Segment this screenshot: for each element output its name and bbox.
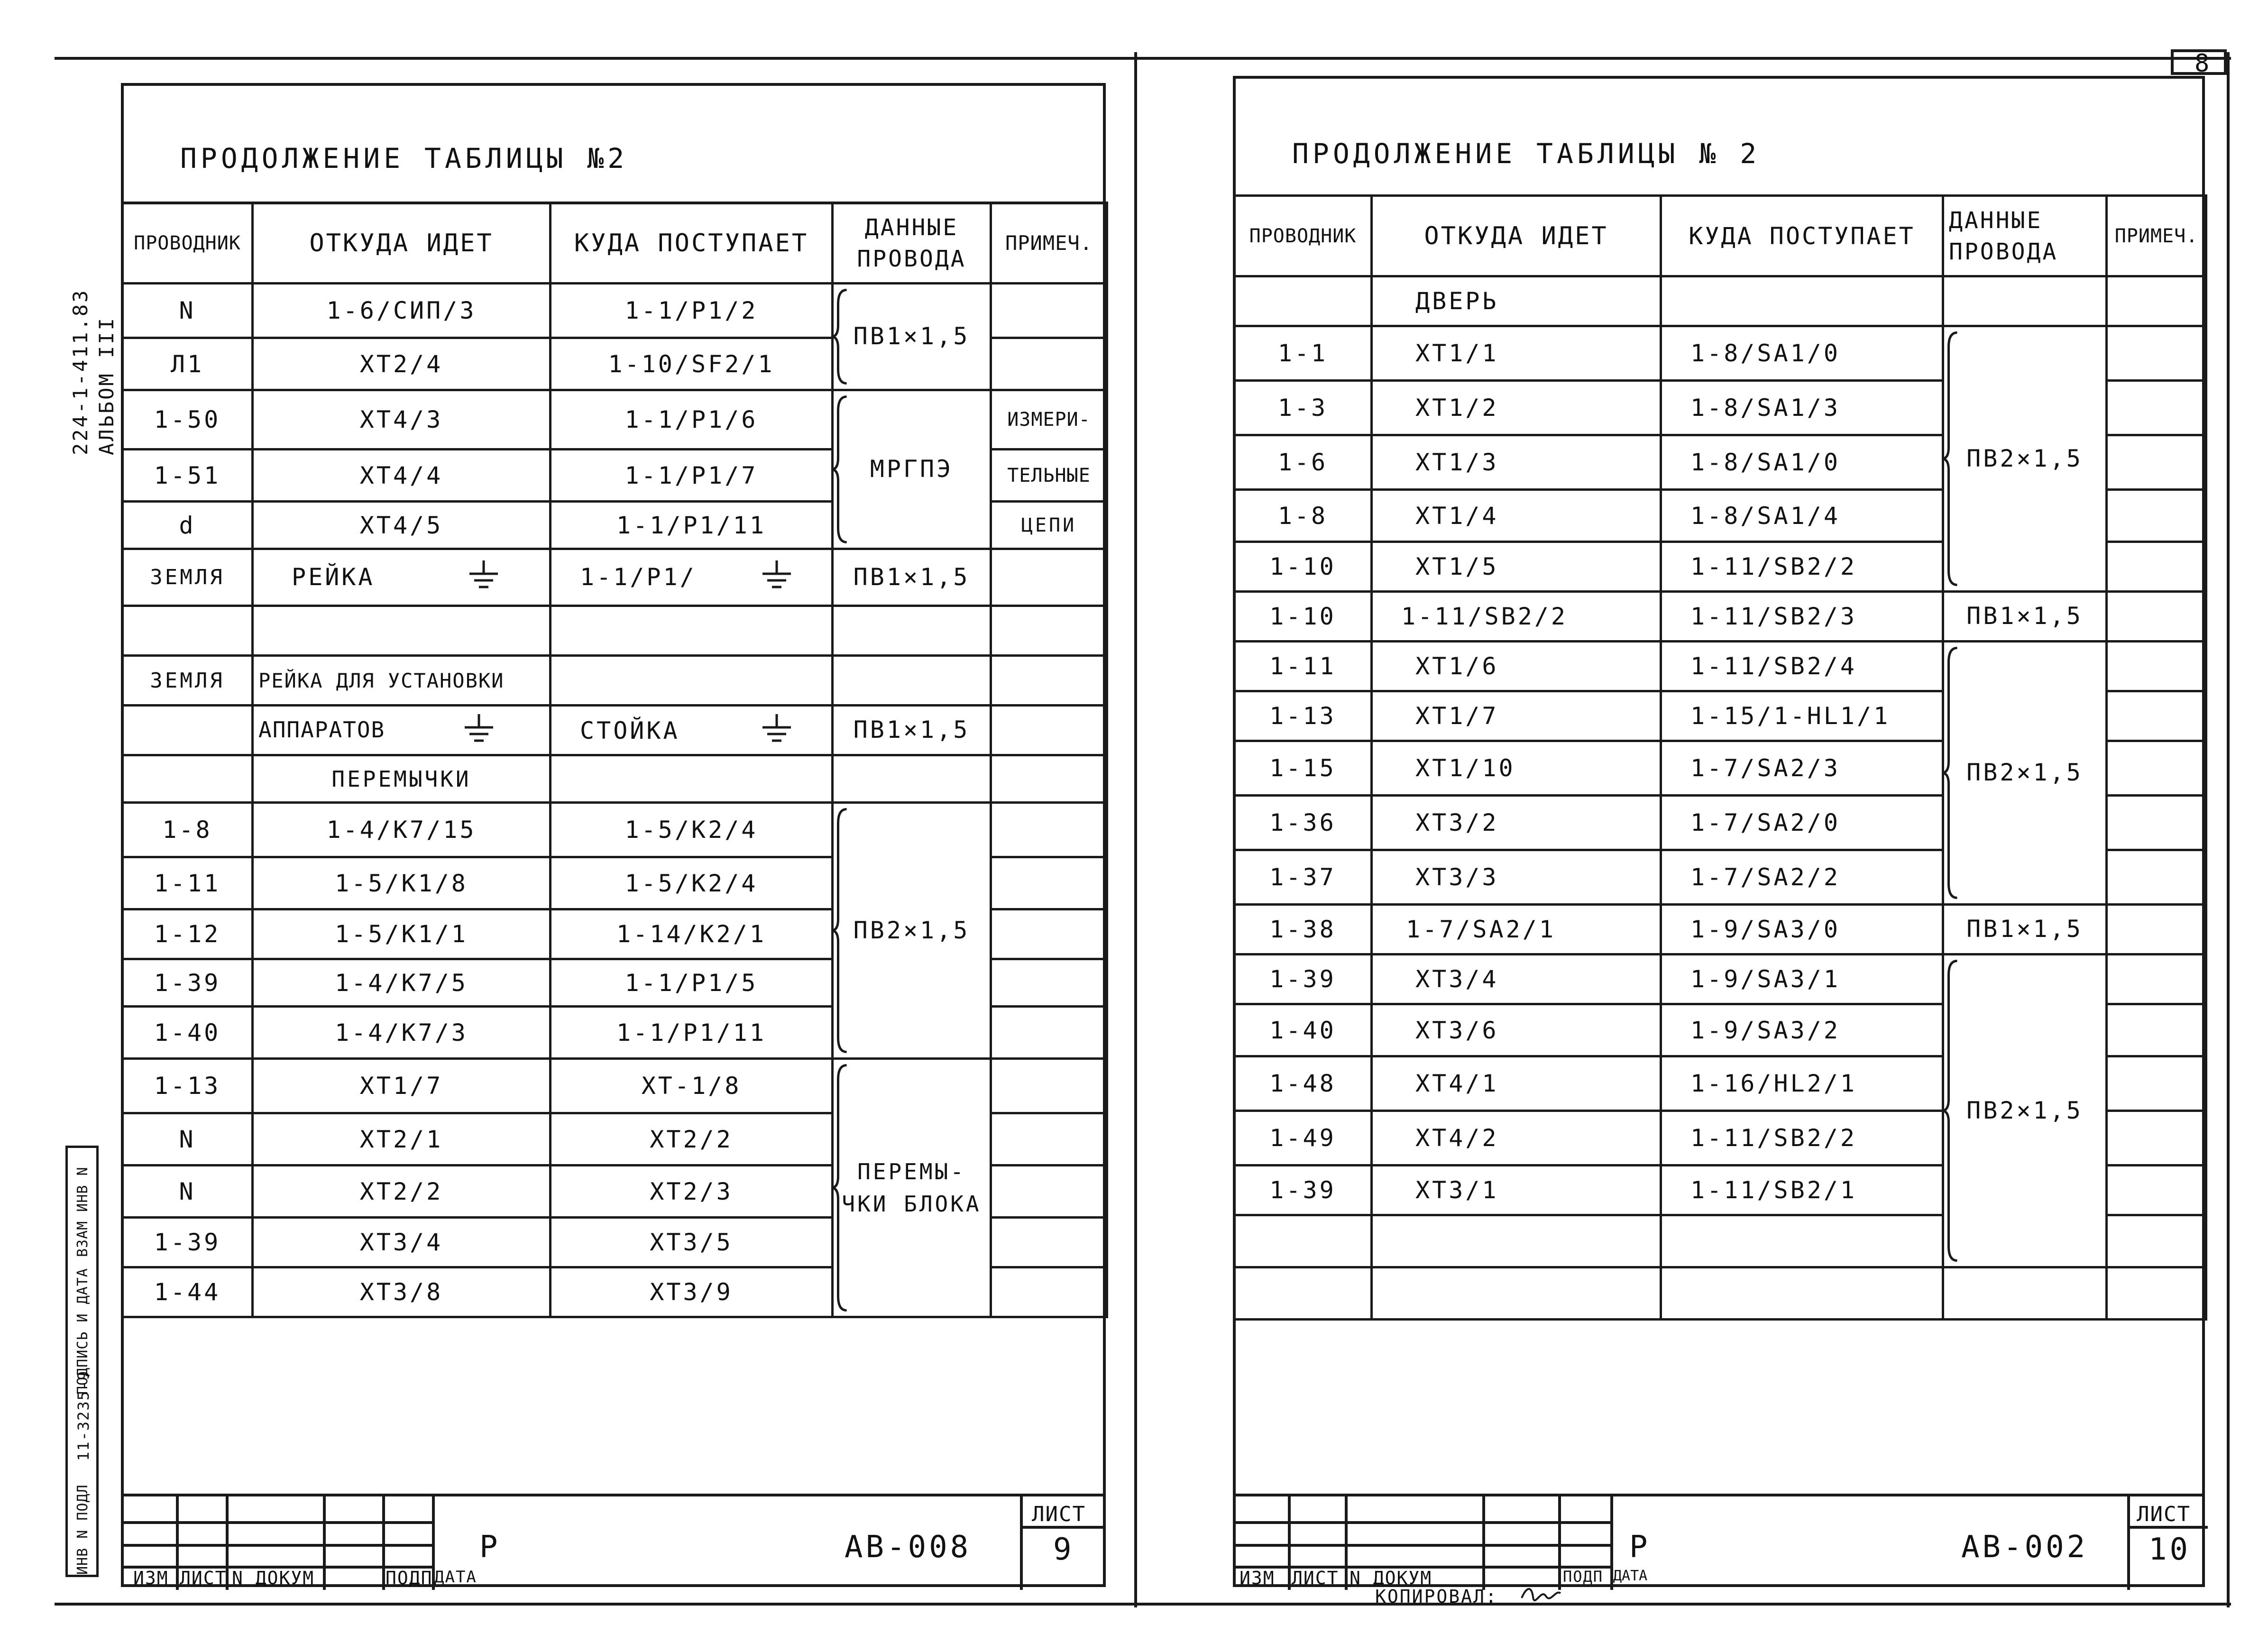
- stamp-letter: Р: [1629, 1530, 1651, 1565]
- from-cell: ХТ3/2: [1372, 796, 1661, 850]
- from-cell: 1-5/К1/8: [253, 857, 551, 909]
- from-cell: ХТ2/2: [253, 1166, 551, 1218]
- stamp-ndok: N ДОКУМ: [1350, 1568, 1432, 1588]
- wire-cell: ПВ1×1,5: [833, 549, 991, 606]
- page-number: 8: [2195, 49, 2210, 78]
- to-text: 1-1/Р1/: [580, 563, 697, 591]
- wire-cell: ПВ2×1,5: [1943, 954, 2107, 1267]
- to-cell: ХТ3/5: [551, 1218, 833, 1267]
- from-cell: ХТ1/5: [1372, 542, 1661, 592]
- wire-cell: ПВ2×1,5: [833, 803, 991, 1059]
- from-cell: ХТ3/1: [1372, 1166, 1661, 1215]
- conductor-cell: 1-40: [122, 1007, 253, 1059]
- to-cell: 1-5/К2/4: [551, 803, 833, 857]
- from-cell: ХТ3/8: [253, 1267, 551, 1317]
- to-cell: 1-7/SA2/0: [1661, 796, 1943, 850]
- stamp-data: ДАТА: [1613, 1568, 1648, 1584]
- wire-cell: ПВ1×1,5: [833, 706, 991, 755]
- brace-icon: [832, 1065, 847, 1311]
- to-cell: 1-11/SB2/1: [1661, 1166, 1943, 1215]
- from-cell: ДВЕРЬ: [1372, 276, 1661, 326]
- col-header-conductor: ПРОВОДНИК: [1234, 196, 1372, 276]
- brace-icon: [1942, 961, 1957, 1261]
- to-cell: 1-7/SA2/2: [1661, 850, 1943, 905]
- to-cell: 1-1/Р1/2: [551, 284, 833, 338]
- stamp-podp: ПОДП: [386, 1568, 433, 1588]
- conductor-cell: 1-10: [1234, 592, 1372, 642]
- to-cell: 1-8/SA1/3: [1661, 381, 1943, 435]
- to-cell: ХТ-1/8: [551, 1059, 833, 1113]
- stamp-letter: Р: [479, 1530, 501, 1565]
- stamp-sheet-no: 9: [1053, 1532, 1074, 1567]
- from-cell: ХТ1/7: [1372, 691, 1661, 741]
- from-cell: ХТ1/6: [1372, 642, 1661, 691]
- to-cell: 1-11/SB2/4: [1661, 642, 1943, 691]
- conductor-cell: 1-8: [1234, 490, 1372, 542]
- from-cell: 1-11/SB2/2: [1372, 592, 1661, 642]
- brace-icon: [1942, 333, 1957, 585]
- from-cell: 1-6/СИП/3: [253, 284, 551, 338]
- to-cell: 1-1/Р1/6: [551, 390, 833, 450]
- wire-cell: ПВ2×1,5: [1943, 642, 2107, 905]
- conductor-cell: 1-1: [1234, 326, 1372, 381]
- to-cell: 1-8/SA1/0: [1661, 326, 1943, 381]
- inv-label-1: ИНВ N ПОДЛ: [74, 1484, 91, 1575]
- from-cell: ХТ2/1: [253, 1113, 551, 1166]
- stamp-data: ДАТА: [434, 1568, 477, 1587]
- to-cell: 1-5/К2/4: [551, 857, 833, 909]
- from-cell: ХТ2/4: [253, 338, 551, 390]
- from-cell: 1-4/К7/15: [253, 803, 551, 857]
- note-cell: ИЗМЕРИ-: [991, 390, 1107, 450]
- to-cell: 1-8/SA1/0: [1661, 435, 1943, 490]
- wire-cell: ПВ1×1,5: [1943, 905, 2107, 954]
- inv-label-3: ВЗАМ ИНВ N: [74, 1166, 91, 1257]
- from-cell: 1-4/К7/3: [253, 1007, 551, 1059]
- conductor-cell: 1-37: [1234, 850, 1372, 905]
- from-cell: ХТ1/2: [1372, 381, 1661, 435]
- wire-cell: ПЕРЕМЫ-ЧКИ БЛОКА: [833, 1059, 991, 1317]
- from-cell: РЕЙКА ДЛЯ УСТАНОВКИ: [253, 656, 551, 706]
- from-cell: 1-7/SA2/1: [1372, 905, 1661, 954]
- from-text: РЕЙКА: [292, 563, 375, 591]
- left-table-title: ПРОДОЛЖЕНИЕ ТАБЛИЦЫ №2: [180, 142, 628, 174]
- to-cell: 1-1/Р1/5: [551, 959, 833, 1007]
- conductor-cell: 1-48: [1234, 1056, 1372, 1111]
- conductor-cell: N: [122, 1113, 253, 1166]
- from-cell: ХТ1/7: [253, 1059, 551, 1113]
- inv-label-2: ПОДПИСЬ И ДАТА: [74, 1268, 91, 1395]
- conductor-cell: 1-8: [122, 803, 253, 857]
- from-cell: ХТ1/10: [1372, 741, 1661, 796]
- to-cell: 1-1/Р1/11: [551, 1007, 833, 1059]
- col-header-from: ОТКУДА ИДЕТ: [1372, 196, 1661, 276]
- to-cell: ХТ2/3: [551, 1166, 833, 1218]
- conductor-cell: 1-39: [122, 1218, 253, 1267]
- stamp-list: ЛИСТ: [180, 1568, 227, 1588]
- stamp-izm: ИЗМ: [1240, 1568, 1275, 1588]
- from-cell: ХТ4/5: [253, 502, 551, 549]
- conductor-cell: N: [122, 1166, 253, 1218]
- col-header-from: ОТКУДА ИДЕТ: [253, 203, 551, 284]
- conductor-cell: d: [122, 502, 253, 549]
- from-cell: ХТ4/3: [253, 390, 551, 450]
- to-cell: 1-1/Р1/7: [551, 450, 833, 502]
- from-cell: ХТ4/2: [1372, 1111, 1661, 1166]
- side-document-code: 224-1-411.83: [69, 288, 92, 455]
- wire-cell: ПВ1×1,5: [1943, 592, 2107, 642]
- to-cell: 1-16/HL2/1: [1661, 1056, 1943, 1111]
- to-cell: 1-15/1-HL1/1: [1661, 691, 1943, 741]
- to-cell: 1-7/SA2/3: [1661, 741, 1943, 796]
- to-cell: 1-9/SA3/1: [1661, 954, 1943, 1004]
- conductor-cell: N: [122, 284, 253, 338]
- col-header-note: ПРИМЕЧ.: [991, 203, 1107, 284]
- to-cell: 1-9/SA3/0: [1661, 905, 1943, 954]
- wire-cell: МРГПЭ: [833, 390, 991, 549]
- conductor-cell: 1-49: [1234, 1111, 1372, 1166]
- to-cell: 1-10/SF2/1: [551, 338, 833, 390]
- conductor-cell: 1-11: [1234, 642, 1372, 691]
- conductor-cell: 1-3: [1234, 381, 1372, 435]
- wire-cell: ПВ1×1,5: [833, 284, 991, 390]
- to-cell: 1-11/SB2/3: [1661, 592, 1943, 642]
- col-header-note: ПРИМЕЧ.: [2107, 196, 2206, 276]
- col-header-conductor: ПРОВОДНИК: [122, 203, 253, 284]
- conductor-cell: 1-11: [122, 857, 253, 909]
- to-cell: 1-8/SA1/4: [1661, 490, 1943, 542]
- from-cell: 1-5/К1/1: [253, 909, 551, 959]
- to-cell: 1-11/SB2/2: [1661, 542, 1943, 592]
- from-cell: ХТ4/1: [1372, 1056, 1661, 1111]
- wire-cell: ПВ2×1,5: [1943, 326, 2107, 592]
- from-cell: 1-4/К7/5: [253, 959, 551, 1007]
- right-table-title: ПРОДОЛЖЕНИЕ ТАБЛИЦЫ № 2: [1292, 138, 1761, 170]
- col-header-to: КУДА ПОСТУПАЕТ: [551, 203, 833, 284]
- to-cell: ХТ2/2: [551, 1113, 833, 1166]
- conductor-cell: 1-39: [1234, 954, 1372, 1004]
- inv-value: 11-3235-9: [74, 1370, 92, 1461]
- conductor-cell: 1-13: [1234, 691, 1372, 741]
- conductor-cell: 1-13: [122, 1059, 253, 1113]
- from-cell: ХТ3/4: [1372, 954, 1661, 1004]
- from-cell: ХТ1/4: [1372, 490, 1661, 542]
- conductor-cell: 1-15: [1234, 741, 1372, 796]
- col-header-wire: ДАННЫЕ ПРОВОДА: [1943, 196, 2107, 276]
- stamp-ndok: N ДОКУМ: [232, 1568, 315, 1588]
- conductor-cell: 1-36: [1234, 796, 1372, 850]
- copied-by: КОПИРОВАЛ:: [1375, 1586, 1498, 1607]
- from-cell: ХТ1/1: [1372, 326, 1661, 381]
- to-cell: 1-14/К2/1: [551, 909, 833, 959]
- conductor-cell: ЗЕМЛЯ: [122, 656, 253, 706]
- note-cell: ЦЕПИ: [991, 502, 1107, 549]
- from-cell: ХТ3/3: [1372, 850, 1661, 905]
- note-cell: ТЕЛЬНЫЕ: [991, 450, 1107, 502]
- conductor-cell: Л1: [122, 338, 253, 390]
- conductor-cell: 1-38: [1234, 905, 1372, 954]
- to-cell: 1-9/SA3/2: [1661, 1004, 1943, 1056]
- conductor-cell: 1-39: [1234, 1166, 1372, 1215]
- to-cell: ХТ3/9: [551, 1267, 833, 1317]
- to-cell: 1-1/Р1/11: [551, 502, 833, 549]
- conductor-cell: 1-10: [1234, 542, 1372, 592]
- stamp-code: АВ-008: [845, 1530, 972, 1565]
- col-header-to: КУДА ПОСТУПАЕТ: [1661, 196, 1943, 276]
- from-cell: ХТ3/6: [1372, 1004, 1661, 1056]
- from-cell: ХТ1/3: [1372, 435, 1661, 490]
- brace-icon: [1942, 648, 1957, 898]
- from-cell: ХТ3/4: [253, 1218, 551, 1267]
- stamp-podp: ПОДП: [1563, 1568, 1604, 1586]
- conductor-cell: 1-40: [1234, 1004, 1372, 1056]
- stamp-code: АВ-002: [1961, 1530, 2088, 1565]
- conductor-cell: 1-51: [122, 450, 253, 502]
- conductor-cell: ЗЕМЛЯ: [122, 549, 253, 606]
- conductor-cell: 1-50: [122, 390, 253, 450]
- stamp-sheet-label: ЛИСТ: [1032, 1502, 1086, 1526]
- side-album-label: АЛЬБОМ III: [95, 316, 118, 455]
- conductor-cell: 1-12: [122, 909, 253, 959]
- brace-icon: [832, 397, 847, 542]
- stamp-izm: ИЗМ: [133, 1568, 169, 1588]
- conductor-cell: 1-39: [122, 959, 253, 1007]
- brace-icon: [832, 809, 847, 1052]
- brace-icon: [832, 290, 847, 384]
- from-cell: ПЕРЕМЫЧКИ: [253, 755, 551, 803]
- stamp-list: ЛИСТ: [1292, 1568, 1339, 1588]
- stamp-sheet-no: 10: [2149, 1532, 2191, 1567]
- from-text: АППАРАТОВ: [258, 717, 386, 743]
- to-text: СТОЙКА: [580, 717, 680, 744]
- from-cell: ХТ4/4: [253, 450, 551, 502]
- stamp-sheet-label: ЛИСТ: [2137, 1502, 2191, 1526]
- col-header-wire: ДАННЫЕ ПРОВОДА: [833, 203, 991, 284]
- conductor-cell: 1-44: [122, 1267, 253, 1317]
- to-cell: 1-11/SB2/2: [1661, 1111, 1943, 1166]
- conductor-cell: 1-6: [1234, 435, 1372, 490]
